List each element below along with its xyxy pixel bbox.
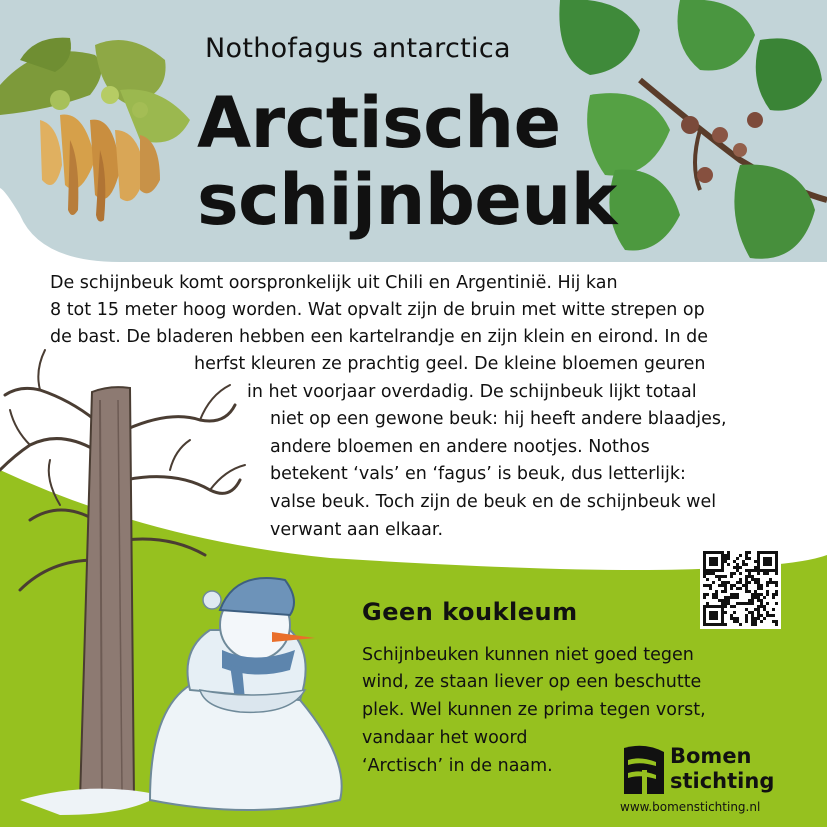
body-line: betekent ‘vals’ en ‘fagus’ is beuk, dus letterlijk: <box>270 464 686 484</box>
section-line: Schijnbeuken kunnen niet goed tegen <box>362 645 694 665</box>
latin-name: Nothofagus antarctica <box>205 33 511 64</box>
section-line: wind, ze staan liever op een beschutte <box>362 672 702 692</box>
page-title-line2: schijnbeuk <box>197 159 617 241</box>
body-line: De schijnbeuk komt oorspronkelijk uit Chili en Argentinië. Hij kan <box>50 273 618 293</box>
body-line: andere bloemen en andere nootjes. Nothos <box>270 437 650 457</box>
section-heading: Geen koukleum <box>362 598 578 626</box>
website-link[interactable]: www.bomenstichting.nl <box>620 800 761 814</box>
body-line: 8 tot 15 meter hoog worden. Wat opvalt zijn de bruin met witte strepen op <box>50 300 705 320</box>
body-line: valse beuk. Toch zijn de beuk en de schijnbeuk wel <box>270 492 717 512</box>
logo-text-line2: stichting <box>670 769 775 793</box>
body-line: verwant aan elkaar. <box>270 520 444 540</box>
page-title-line1: Arctische <box>197 82 561 164</box>
section-line: vandaar het woord <box>362 728 528 748</box>
body-line: niet op een gewone beuk: hij heeft andere blaadjes, <box>270 409 727 429</box>
body-line: herfst kleuren ze prachtig geel. De kleine bloemen geuren <box>194 354 706 374</box>
section-line: ‘Arctisch’ in de naam. <box>362 756 553 776</box>
body-line: de bast. De bladeren hebben een kartelrandje en zijn klein en eirond. In de <box>50 327 709 347</box>
logo-text-line1: Bomen <box>670 744 752 768</box>
section-line: plek. Wel kunnen ze prima tegen vorst, <box>362 700 706 720</box>
body-line: in het voorjaar overdadig. De schijnbeuk lijkt totaal <box>247 382 697 402</box>
